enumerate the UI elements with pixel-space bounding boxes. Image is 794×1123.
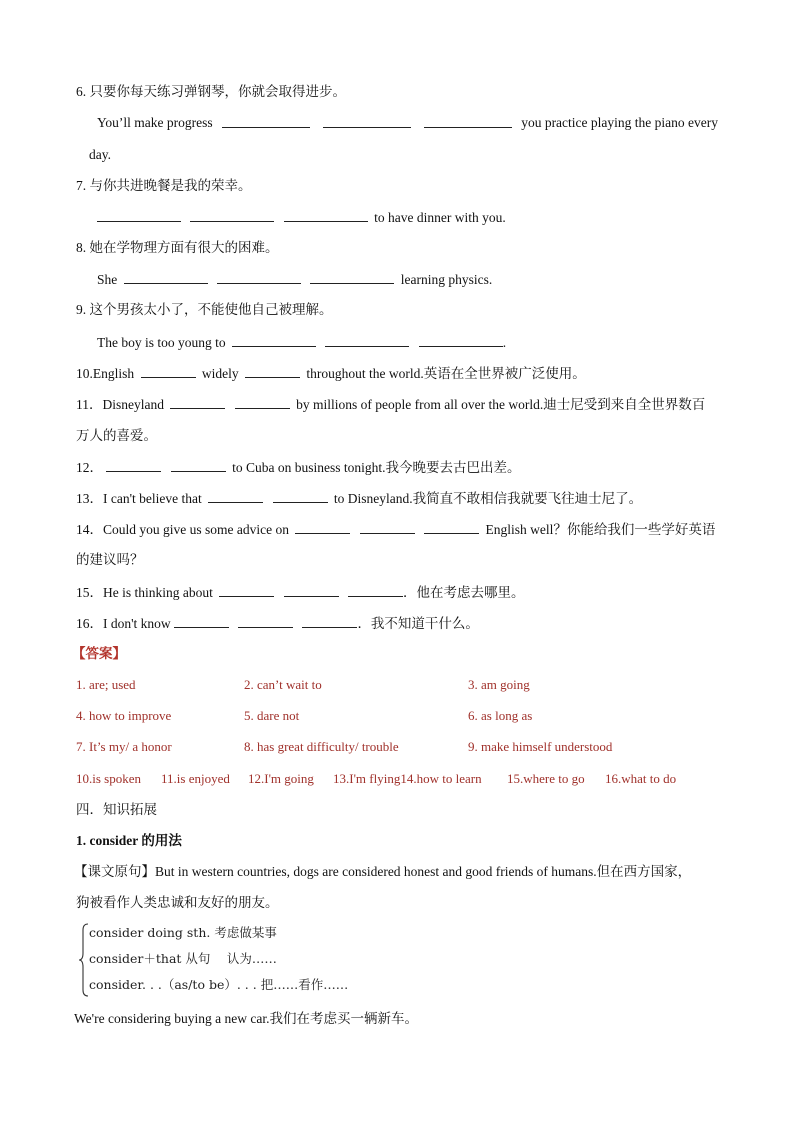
q14-end: English well？你能给我们一些学好英语 xyxy=(485,522,716,537)
q15-blank-2[interactable] xyxy=(284,582,339,597)
section-title: 四．知识拓展 xyxy=(76,802,157,817)
q14 xyxy=(76,519,718,541)
usage-line-2: consider＋that 从句 认为…… xyxy=(89,951,277,966)
q11-blank-2[interactable] xyxy=(235,394,290,409)
answer-1: 1. are; used xyxy=(76,677,136,692)
q9-english-start: The boy is too young to xyxy=(97,335,226,350)
q8-english xyxy=(97,269,718,291)
source-label: 【课文原句】 xyxy=(74,864,155,879)
q9-blank-1[interactable] xyxy=(232,332,316,347)
q14-blank-1[interactable] xyxy=(295,519,350,534)
answer-16: 16.what to do xyxy=(605,771,677,786)
q13-end: to Disneyland.我简直不敢相信我就要飞往迪士尼了。 xyxy=(333,491,643,506)
answer-9: 9. make himself understood xyxy=(468,739,613,754)
q7-english-end: to have dinner with you. xyxy=(374,210,506,225)
q13-blank-2[interactable] xyxy=(273,488,328,503)
answer-6: 6. as long as xyxy=(468,708,533,723)
q15 xyxy=(76,582,718,604)
q10-end: throughout the world.英语在全世界被广泛使用。 xyxy=(306,366,586,381)
q9-chinese: 9. 这个男孩太小了，不能使他自己被理解。 xyxy=(76,302,333,317)
source-chinese-cont: 狗被看作人类忠诚和友好的朋友。 xyxy=(76,895,279,910)
q6-chinese: 6. 只要你每天练习弹钢琴，你就会取得进步。 xyxy=(76,84,346,99)
q8-chinese: 8. 她在学物理方面有很大的困难。 xyxy=(76,240,279,255)
q14-blank-3[interactable] xyxy=(424,519,479,534)
q11-cont: 万人的喜爱。 xyxy=(76,428,157,443)
q16-blank-3[interactable] xyxy=(302,613,357,628)
q16-blank-2[interactable] xyxy=(238,613,293,628)
q10-blank-2[interactable] xyxy=(245,363,300,378)
q14-blank-2[interactable] xyxy=(360,519,415,534)
q8-english-end: learning physics. xyxy=(400,272,493,287)
q8-blank-2[interactable] xyxy=(217,269,301,284)
q15-number: 15．He is thinking about xyxy=(76,585,213,600)
q10-mid: widely xyxy=(201,366,239,381)
q13 xyxy=(76,488,718,510)
q16 xyxy=(76,613,718,635)
q16-blank-1[interactable] xyxy=(174,613,229,628)
answer-8: 8. has great difficulty/ trouble xyxy=(244,739,399,754)
usage-line-1: consider doing sth. 考虑做某事 xyxy=(89,925,277,940)
source-sentence xyxy=(74,862,718,884)
q6-english xyxy=(97,113,718,135)
q12 xyxy=(76,457,718,479)
usage-brace-block xyxy=(78,922,378,998)
q15-blank-1[interactable] xyxy=(219,582,274,597)
answer-5: 5. dare not xyxy=(244,708,300,723)
q14-cont: 的建议吗？ xyxy=(76,552,144,567)
q12-number: 12． xyxy=(76,460,103,475)
q9-blank-2[interactable] xyxy=(325,332,409,347)
q6-blank-3[interactable] xyxy=(424,113,512,128)
q8-blank-3[interactable] xyxy=(310,269,394,284)
q10 xyxy=(76,363,718,385)
q12-blank-2[interactable] xyxy=(171,457,226,472)
source-chinese: 但在西方国家， xyxy=(596,864,692,879)
q12-end: to Cuba on business tonight.我今晚要去古巴出差。 xyxy=(232,460,521,475)
answer-12: 12.I'm going xyxy=(248,771,314,786)
q6-english-cont: day. xyxy=(89,147,111,162)
q11-blank-1[interactable] xyxy=(170,394,225,409)
q8-english-start: She xyxy=(97,272,118,287)
q14-number: 14．Could you give us some advice on xyxy=(76,522,289,537)
q10-number: 10.English xyxy=(76,366,135,381)
answer-15: 15.where to go xyxy=(507,771,585,786)
q7-chinese: 7. 与你共进晚餐是我的荣幸。 xyxy=(76,178,252,193)
q16-end: ．我不知道干什么。 xyxy=(357,616,479,631)
q10-blank-1[interactable] xyxy=(141,363,196,378)
q7-blank-1[interactable] xyxy=(97,207,181,222)
answer-3: 3. am going xyxy=(468,677,530,692)
q6-english-end: you practice playing the piano every xyxy=(521,115,718,130)
q15-blank-3[interactable] xyxy=(348,582,403,597)
q13-number: 13．I can't believe that xyxy=(76,491,202,506)
q12-blank-1[interactable] xyxy=(106,457,161,472)
q7-blank-2[interactable] xyxy=(190,207,274,222)
answer-13-14: 13.I'm flying14.how to learn xyxy=(333,771,482,786)
q7-english xyxy=(97,207,718,229)
answer-4: 4. how to improve xyxy=(76,708,172,723)
answer-11: 11.is enjoyed xyxy=(161,771,230,786)
q6-blank-2[interactable] xyxy=(323,113,411,128)
section-subtitle: 1. consider 的用法 xyxy=(76,833,182,848)
q11 xyxy=(76,394,718,416)
source-english: But in western countries, dogs are considered honest and good friends of humans. xyxy=(155,864,597,879)
q9-english xyxy=(97,332,718,354)
q16-number: 16．I don't know xyxy=(76,616,171,631)
q11-number: 11．Disneyland xyxy=(76,397,164,412)
example-sentence: We're considering buying a new car.我们在考虑买一辆新车。 xyxy=(74,1011,419,1026)
q9-english-end: . xyxy=(502,335,507,350)
answer-7: 7. It’s my/ a honor xyxy=(76,739,172,754)
q7-blank-3[interactable] xyxy=(284,207,368,222)
q8-blank-1[interactable] xyxy=(124,269,208,284)
q9-blank-3[interactable] xyxy=(419,332,503,347)
q15-end: ．他在考虑去哪里。 xyxy=(403,585,525,600)
q13-blank-1[interactable] xyxy=(208,488,263,503)
q6-blank-1[interactable] xyxy=(222,113,310,128)
answers-heading: 【答案】 xyxy=(72,646,126,661)
q6-english-start: You’ll make progress xyxy=(97,115,213,130)
usage-line-3: consider. . .（as/to be）. . . 把……看作…… xyxy=(89,977,349,992)
q11-end: by millions of people from all over the world.迪士尼受到来自全世界数百 xyxy=(296,397,706,412)
answer-10: 10.is spoken xyxy=(76,771,141,786)
answer-2: 2. can’t wait to xyxy=(244,677,322,692)
